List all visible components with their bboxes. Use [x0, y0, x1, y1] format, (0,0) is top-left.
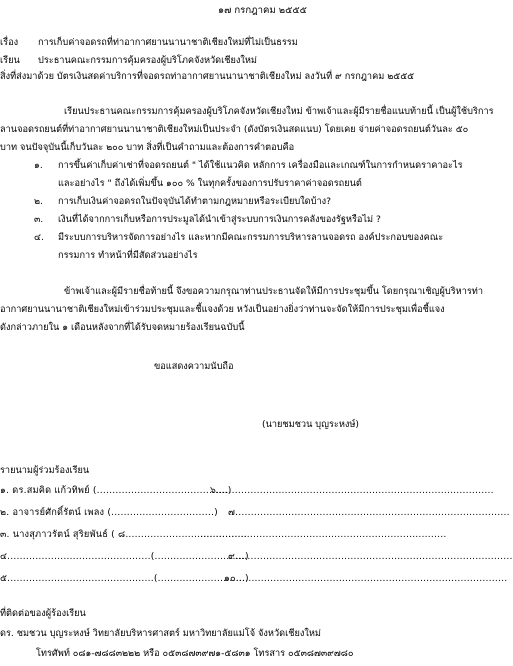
question-line: มีระบบการบริหารจัดการอย่างไร และหากมีคณะกรรมการบริหารลานจอดรถ องค์ประกอบของคณะ	[58, 232, 444, 243]
petitioners-title: รายนามผู้ร่วมร้องเรียน	[0, 465, 90, 476]
body-paragraph-line: ลานจอดรถยนต์ที่ท่าอากาศยานนานาชาติเชียงใหม่เป็นประจำ (ดังบัตรเงินสดแนบ) โดยเคย จ่ายค่าจอดรถยนต์วันละ ๕๐	[0, 124, 469, 135]
contact-line: ดร. ชมชวน บุญระหงษ์ วิทยาลัยบริหารศาสตร์ มหาวิทยาลัยแม่โจ้ จังหวัดเชียงใหม่	[0, 628, 321, 639]
question-number: ๓.	[34, 214, 44, 225]
petitioner-left: ๕...............................................(............................)	[0, 573, 249, 584]
question-number: ๑.	[34, 160, 43, 171]
petitioner-left: ๔..............................................(.............................)	[0, 551, 249, 562]
petitioner-right: ๗........................................................................................	[228, 507, 510, 518]
to-text: ประธานคณะกรรมการคุ้มครองผู้บริโภคจังหวัดเชียงใหม่	[38, 55, 257, 66]
letter-date: ๑๗ กรกฎาคม ๒๕๕๕	[218, 5, 307, 16]
question-line: กรรมการ ทำหน้าที่มีสัดส่วนอย่างไร	[58, 250, 198, 261]
question-line: เงินที่ได้จากการเก็บหรือการประมูลได้นำเข้าสู่ระบบการเงินการคลังของรัฐหรือไม่ ?	[58, 214, 381, 225]
petitioner-right: ...............................................................................	[200, 529, 447, 540]
signature-name: (นายชมชวน บุญระหงษ์)	[262, 419, 360, 430]
contact-title: ที่ติดต่อของผู้ร้องเรียน	[0, 608, 86, 619]
body-paragraph-line: อากาศยานนานาชาติเชียงใหม่เข้าร่วมประชุมและชี้แจงด้วย หวังเป็นอย่างยิ่งว่าท่านจะจัดให้มีการประชุมเพื่อชี้แจง	[0, 304, 445, 315]
petitioner-right: ๖.........................................................................................	[210, 485, 494, 496]
contact-line: โทรศัพท์ ๐๘๑-๗๘๘๓๒๒๒ หรือ ๐๕๓๘๗๓๙๗๑-๕๘๓๑ โทรสาร ๐๕๓๘๗๓๙๗๘๐	[36, 648, 354, 659]
closing-text: ขอแสดงความนับถือ	[154, 361, 234, 372]
question-line: การเก็บเงินค่าจอดรถในปัจจุบันได้ทำตามกฎหมายหรือระเบียบใดบ้าง?	[58, 196, 331, 207]
petitioner-right: ๙.........................................................................................	[228, 551, 513, 562]
question-number: ๒.	[34, 196, 43, 207]
subject-label: เรื่อง	[0, 37, 19, 48]
body-paragraph-line: เรียนประธานคณะกรรมการคุ้มครองผู้บริโภคจังหวัดเชียงใหม่ ข้าพเจ้าและผู้มีรายชื่อแนบท้ายนี้ เป็นผู้ใช้บริการ	[64, 106, 494, 117]
body-paragraph-line: ดังกล่าวภายใน ๑ เดือนหลังจากที่ได้รับจดหมายร้องเรียนฉบับนี้	[0, 322, 245, 333]
petitioner-left: ๑. ดร.สมคิด แก้วทิพย์ (..........................................)	[0, 485, 232, 496]
question-line: การขึ้นค่าเก็บค่าเช่าที่จอดรถยนต์ " ได้ใช้แนวคิด หลักการ เครื่องมือและเกณฑ์ในการกำหนดราคาอะไร	[58, 160, 463, 171]
petitioner-left: ๒. อาจารย์ศักดิ์รัตน์ เพลง (.................................)	[0, 507, 218, 518]
body-paragraph-line: ข้าพเจ้าและผู้มีรายชื่อท้ายนี้ จึงขอความกรุณาท่านประธานจัดให้มีการประชุมขึ้น โดยกรุณาเชิญผู้บริหารท่า	[64, 286, 484, 297]
petitioner-right: ๑๐.......................................................................................	[224, 573, 508, 584]
question-line: และอย่างไร " ถึงได้เพิ่มขึ้น ๑๐๐ % ในทุกครั้งของการปรับราคาค่าจอดรถยนต์	[58, 178, 362, 189]
subject-text: การเก็บค่าจอดรถที่ท่าอากาศยานนานาชาติเชียงใหม่ที่ไม่เป็นธรรม	[38, 37, 298, 48]
petitioner-left: ๓. นางสุภาวรัตน์ สุริยพันธ์ ( ๘.......................................	[0, 529, 248, 540]
enclosure-line: สิ่งที่ส่งมาด้วย บัตรเงินสดค่าบริการที่จอดรถท่าอากาศยานนานาชาติเชียงใหม่ ลงวันที่ ๙ กรกฎาคม ๒๕๕๕	[0, 71, 415, 82]
question-number: ๔.	[34, 232, 44, 243]
to-label: เรียน	[0, 55, 20, 66]
body-paragraph-line: บาท จนปัจจุบันนี้เก็บวันละ ๒๐๐ บาท สิ่งที่เป็นคำถามและต้องการคำตอบคือ	[0, 142, 295, 153]
